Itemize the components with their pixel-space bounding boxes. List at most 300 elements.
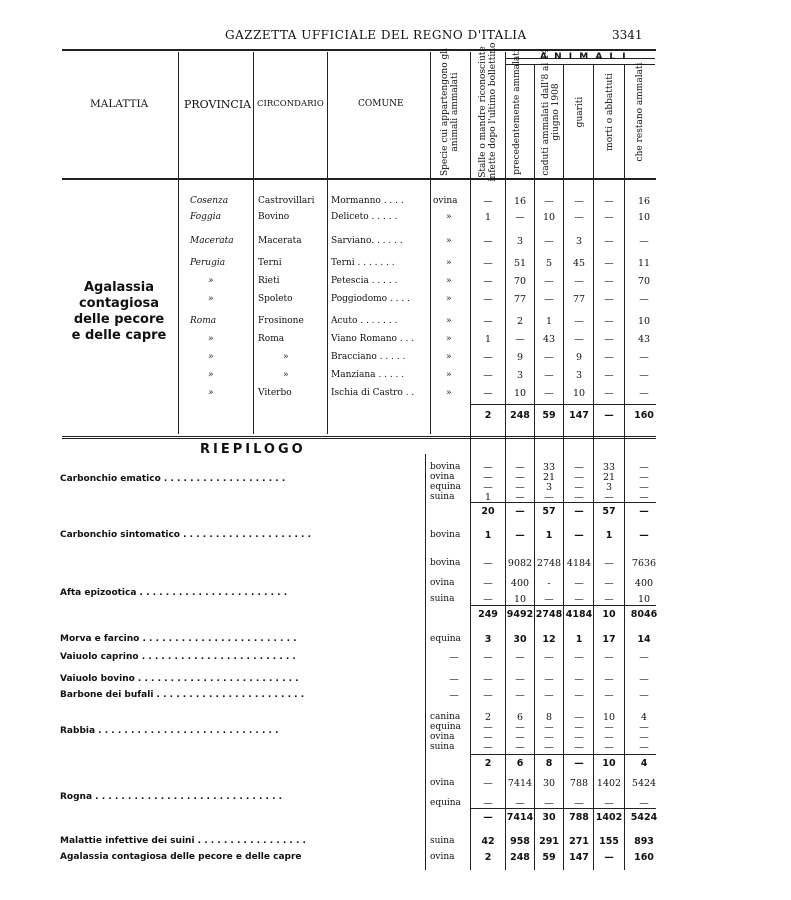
cell-guar: — [574, 472, 584, 483]
cell-empty: — [604, 674, 614, 685]
cell-cad: — [544, 352, 554, 363]
cell-guar: — [574, 722, 584, 733]
cell-rest: — [639, 370, 649, 381]
cell-prec: 51 [513, 258, 527, 269]
comune-cell: Petescia . . . . . [331, 276, 398, 286]
cell-cad: 5 [545, 258, 553, 269]
subtotal-rule [470, 808, 656, 809]
cell-empty: — [515, 652, 525, 663]
cell-prec: — [515, 492, 525, 503]
specie-cell: ovina [430, 472, 455, 482]
cell-empty: — [515, 674, 525, 685]
cell-stalle: 42 [481, 836, 495, 847]
cell-cad: — [544, 236, 554, 247]
cell-prec: 958 [510, 836, 530, 847]
cell-morti: — [604, 236, 614, 247]
cell-guar: 45 [572, 258, 586, 269]
header-rule [62, 178, 656, 180]
col-sep [178, 52, 179, 434]
specie-cell: » [446, 236, 452, 246]
cell-empty: — [639, 690, 649, 701]
col-comune: COMUNE [358, 99, 404, 109]
cell-stalle: 1 [484, 212, 492, 223]
agalassia-label: Agalassia contagiosa delle pecore e delle capre [60, 852, 302, 862]
cell-rest: — [639, 798, 649, 809]
cell-stalle: — [483, 778, 493, 789]
cell-stalle: 1 [484, 530, 492, 541]
provincia-cell: » [208, 388, 214, 398]
cell-morti: — [604, 294, 614, 305]
cell-morti: 17 [602, 634, 616, 645]
cell-guar: — [574, 334, 584, 345]
cell-prec: — [515, 530, 525, 541]
cell-cad: — [544, 294, 554, 305]
riepilogo-title: RIEPILOGO [200, 442, 306, 457]
cell-prec: 6 [516, 758, 524, 769]
cell-guar: — [574, 578, 584, 589]
col-sep [327, 52, 328, 434]
cell-guar: 271 [569, 836, 589, 847]
cell-cad: 10 [542, 212, 556, 223]
cell-prec: — [515, 742, 525, 753]
cell-stalle: — [483, 316, 493, 327]
cell-empty: — [483, 674, 493, 685]
section-rule [62, 436, 656, 439]
cell-empty: — [449, 652, 459, 663]
specie-cell: » [446, 258, 452, 268]
specie-cell: » [446, 294, 452, 304]
specie-cell: » [446, 276, 452, 286]
provincia-cell: » [208, 276, 214, 286]
cell-stalle: 2 [484, 758, 492, 769]
cell-prec: 77 [513, 294, 527, 305]
cell-cad: 30 [542, 812, 556, 823]
cell-morti: 1402 [596, 778, 622, 789]
cell-morti: — [604, 492, 614, 503]
disease-label: Agalassia contagiosa delle pecore e delle capre [71, 280, 167, 343]
cell-rest: — [639, 472, 649, 483]
cell-rest: 8046 [630, 609, 658, 620]
circondario-cell: Bovino [258, 212, 290, 222]
cell-prec: 30 [513, 634, 527, 645]
cell-rest: — [639, 742, 649, 753]
cell-stalle: — [483, 558, 493, 569]
cell-rest: — [639, 236, 649, 247]
cell-rest: — [639, 482, 649, 493]
circondario-cell: Castrovillari [258, 196, 315, 206]
cell-prec: 248 [510, 852, 530, 863]
cell-guar: — [574, 482, 584, 493]
cell-rest: — [639, 294, 649, 305]
cell-stalle: — [483, 370, 493, 381]
cell-rest: 400 [634, 578, 654, 589]
specie-cell: suina [430, 492, 455, 502]
cell-guar: — [574, 712, 584, 723]
cell-cad: — [544, 196, 554, 207]
cell-guar: 4184 [565, 609, 593, 620]
specie-cell: equina [430, 634, 461, 644]
cell-stalle: — [483, 388, 493, 399]
comune-cell: Mormanno . . . . [331, 196, 404, 206]
cell-empty: — [639, 674, 649, 685]
cell-prec: 9 [516, 352, 524, 363]
provincia-cell: Foggia [190, 212, 221, 222]
cell-rest: — [639, 352, 649, 363]
cell-cad: 1 [545, 530, 553, 541]
provincia-cell: Roma [190, 316, 217, 326]
comune-cell: Acuto . . . . . . . [331, 316, 398, 326]
cell-stalle: — [483, 462, 493, 473]
cell-empty: — [574, 690, 584, 701]
cell-guar: 1 [575, 634, 583, 645]
cell-morti: 10 [602, 758, 616, 769]
cell-prec: — [515, 212, 525, 223]
provincia-cell: Perugia [190, 258, 226, 268]
cell-prec: 9082 [507, 558, 533, 569]
specie-cell: ovina [430, 778, 455, 788]
specie-cell: suina [430, 594, 455, 604]
cell-cad: — [544, 594, 554, 605]
cell-cad: 291 [539, 836, 559, 847]
cell-stalle: — [483, 594, 493, 605]
circondario-cell: » [283, 352, 289, 362]
cell-stalle: — [483, 798, 493, 809]
cell-guar: — [574, 594, 584, 605]
cell-stalle: — [483, 236, 493, 247]
specie-cell: » [446, 370, 452, 380]
cell-cad: 1 [545, 316, 553, 327]
cell-cad: — [544, 732, 554, 743]
cell-cad: 57 [542, 506, 556, 517]
subtotal-rule [470, 502, 656, 503]
cell-morti: — [604, 732, 614, 743]
cell-guar: 147 [569, 410, 589, 421]
cell-prec: 248 [510, 410, 530, 421]
cell-rest: — [639, 462, 649, 473]
specie-cell: ovina [430, 578, 455, 588]
cell-guar: 10 [572, 388, 586, 399]
cell-rest: 893 [634, 836, 654, 847]
cell-cad: — [544, 722, 554, 733]
cell-prec: — [515, 472, 525, 483]
cell-prec: 3 [516, 236, 524, 247]
cell-cad: 33 [542, 462, 556, 473]
cell-empty: — [515, 690, 525, 701]
cell-guar: — [574, 316, 584, 327]
cell-empty: — [544, 690, 554, 701]
cell-rest: 7636 [631, 558, 657, 569]
cell-rest: — [639, 722, 649, 733]
cell-stalle: — [483, 722, 493, 733]
circondario-cell: » [283, 370, 289, 380]
cell-rest: 16 [637, 196, 651, 207]
cell-morti: 3 [605, 482, 613, 493]
cell-stalle: 2 [484, 852, 492, 863]
cell-rest: — [639, 506, 649, 517]
page-number: 3341 [612, 28, 643, 42]
barbone-label: Barbone dei bufali . . . . . . . . . . . . . . . . . . . . . . . [60, 690, 305, 700]
cell-guar: 788 [569, 812, 589, 823]
cell-empty: — [449, 690, 459, 701]
cell-rest: 160 [634, 410, 654, 421]
subtotal-rule [470, 754, 656, 755]
cell-cad: 2748 [535, 609, 563, 620]
cell-cad: — [544, 370, 554, 381]
circondario-cell: Roma [258, 334, 285, 344]
cell-prec: — [515, 732, 525, 743]
cell-prec: 3 [516, 370, 524, 381]
cell-rest: 10 [637, 212, 651, 223]
specie-cell: » [446, 212, 452, 222]
cell-stalle: — [483, 196, 493, 207]
cell-stalle: 249 [478, 609, 498, 620]
cell-cad: 3 [545, 482, 553, 493]
circondario-cell: Frosinone [258, 316, 304, 326]
cell-guar: — [574, 530, 584, 541]
cell-stalle: — [483, 578, 493, 589]
cell-morti: — [604, 410, 614, 421]
specie-cell: bovina [430, 462, 461, 472]
cell-stalle: — [483, 258, 493, 269]
col-sep [425, 454, 426, 870]
specie-cell: » [446, 388, 452, 398]
specie-cell: » [446, 352, 452, 362]
cell-guar: — [574, 758, 584, 769]
cell-prec: 10 [513, 388, 527, 399]
provincia-cell: » [208, 334, 214, 344]
col-animali: A N I M A L I [540, 52, 628, 62]
cell-guar: — [574, 506, 584, 517]
cell-prec: 70 [513, 276, 527, 287]
cell-rest: 4 [640, 758, 648, 769]
cell-cad: 8 [545, 758, 553, 769]
cell-stalle: — [483, 812, 493, 823]
cell-morti: 10 [602, 609, 616, 620]
cell-rest: 70 [637, 276, 651, 287]
cell-morti: — [604, 334, 614, 345]
cell-morti: — [604, 578, 614, 589]
cell-cad: 30 [542, 778, 556, 789]
comune-cell: Sarviano. . . . . . [331, 236, 403, 246]
cell-cad: 59 [542, 852, 556, 863]
cell-rest: 11 [637, 258, 651, 269]
cell-stalle: 1 [484, 334, 492, 345]
comune-cell: Bracciano . . . . . [331, 352, 406, 362]
cell-cad: 2748 [536, 558, 562, 569]
provincia-cell: Cosenza [190, 196, 229, 206]
cell-prec: 10 [513, 594, 527, 605]
cell-stalle: — [483, 472, 493, 483]
cell-morti: — [604, 196, 614, 207]
cell-rest: 10 [637, 316, 651, 327]
comune-cell: Ischia di Castro . . [331, 388, 415, 398]
cell-guar: — [574, 212, 584, 223]
cell-guar: — [574, 732, 584, 743]
specie-cell: suina [430, 742, 455, 752]
cell-prec: — [515, 798, 525, 809]
cell-rest: 160 [634, 852, 654, 863]
cell-rest: 5424 [631, 778, 657, 789]
comune-cell: Manziana . . . . . [331, 370, 405, 380]
cell-cad: 12 [542, 634, 556, 645]
comune-cell: Poggiodomo . . . . [331, 294, 410, 304]
cell-empty: — [574, 652, 584, 663]
cell-morti: — [604, 852, 614, 863]
cell-stalle: 2 [484, 410, 492, 421]
cell-empty: — [449, 674, 459, 685]
subtotal-rule [470, 605, 656, 606]
cell-guar: — [574, 276, 584, 287]
circondario-cell: Terni [258, 258, 282, 268]
cell-morti: 1 [605, 530, 613, 541]
vaiuolo_caprino-label: Vaiuolo caprino . . . . . . . . . . . . . . . . . . . . . . . . [60, 652, 296, 662]
cell-cad: 8 [545, 712, 553, 723]
col-sep [593, 64, 594, 870]
cell-morti: — [604, 388, 614, 399]
specie-cell: ovina [433, 196, 458, 206]
cell-empty: — [574, 674, 584, 685]
provincia-cell: » [208, 294, 214, 304]
specie-cell: bovina [430, 530, 461, 540]
cell-morti: 21 [602, 472, 616, 483]
morva-label: Morva e farcino . . . . . . . . . . . . . . . . . . . . . . . . [60, 634, 297, 644]
cell-cad: 43 [542, 334, 556, 345]
cell-prec: 16 [513, 196, 527, 207]
cell-prec: 6 [516, 712, 524, 723]
specie-cell: ovina [430, 732, 455, 742]
vaiuolo_bovino-label: Vaiuolo bovino . . . . . . . . . . . . . . . . . . . . . . . . . [60, 674, 299, 684]
cell-stalle: 1 [484, 492, 492, 503]
cell-guar: 3 [575, 370, 583, 381]
specie-cell: bovina [430, 558, 461, 568]
cell-empty: — [639, 652, 649, 663]
cell-morti: 57 [602, 506, 616, 517]
cell-morti: — [604, 594, 614, 605]
cell-prec: 7414 [507, 778, 533, 789]
cell-rest: 5424 [630, 812, 658, 823]
cell-cad: — [544, 798, 554, 809]
cell-morti: 1402 [595, 812, 623, 823]
cell-guar: 147 [569, 852, 589, 863]
cell-prec: — [515, 482, 525, 493]
cell-cad: — [544, 492, 554, 503]
cell-cad: 59 [542, 410, 556, 421]
carbonchio_sintomatico-label: Carbonchio sintomatico . . . . . . . . . . . . . . . . . . . . [60, 530, 312, 540]
afta-label: Afta epizootica . . . . . . . . . . . . . . . . . . . . . . . [60, 588, 288, 598]
circondario-cell: Spoleto [258, 294, 293, 304]
specie-cell: equina [430, 482, 461, 492]
specie-cell: ovina [430, 852, 455, 862]
cell-rest: 4 [640, 712, 648, 723]
cell-stalle: 2 [484, 712, 492, 723]
comune-cell: Deliceto . . . . . [331, 212, 398, 222]
cell-empty: — [604, 690, 614, 701]
comune-cell: Viano Romano . . . [331, 334, 415, 344]
cell-prec: 2 [516, 316, 524, 327]
total-rule [470, 404, 656, 405]
cell-guar: 77 [572, 294, 586, 305]
cell-rest: — [639, 530, 649, 541]
specie-cell: canina [430, 712, 461, 722]
cell-morti: 155 [599, 836, 619, 847]
cell-morti: — [604, 722, 614, 733]
cell-stalle: — [483, 294, 493, 305]
col-sep [624, 64, 625, 870]
cell-prec: 7414 [506, 812, 534, 823]
cell-morti: — [604, 370, 614, 381]
gazette-title: GAZZETTA UFFICIALE DEL REGNO D'ITALIA [225, 28, 527, 42]
col-malattia: MALATTIA [90, 98, 149, 110]
cell-rest: 43 [637, 334, 651, 345]
cell-stalle: 3 [484, 634, 492, 645]
cell-guar: 9 [575, 352, 583, 363]
cell-guar: — [574, 742, 584, 753]
cell-morti: 10 [602, 712, 616, 723]
cell-rest: 10 [637, 594, 651, 605]
col-circondario: CIRCONDARIO [257, 99, 324, 109]
comune-cell: Terni . . . . . . . [331, 258, 395, 268]
cell-cad: 21 [542, 472, 556, 483]
rogna-label: Rogna . . . . . . . . . . . . . . . . . . . . . . . . . . . . . [60, 792, 283, 802]
specie-cell: equina [430, 722, 461, 732]
cell-empty: — [483, 652, 493, 663]
cell-stalle: — [483, 732, 493, 743]
cell-empty: — [604, 652, 614, 663]
cell-stalle: — [483, 276, 493, 287]
specie-cell: equina [430, 798, 461, 808]
specie-cell: suina [430, 836, 455, 846]
specie-cell: » [446, 316, 452, 326]
cell-empty: — [544, 652, 554, 663]
cell-cad: — [544, 388, 554, 399]
cell-morti: — [604, 558, 614, 569]
cell-rest: — [639, 388, 649, 399]
cell-guar: 4184 [566, 558, 592, 569]
cell-rest: 14 [637, 634, 651, 645]
specie-cell: » [446, 334, 452, 344]
col-sep [253, 52, 254, 434]
cell-prec: 400 [510, 578, 530, 589]
cell-cad: — [544, 742, 554, 753]
cell-morti: — [604, 258, 614, 269]
col-provincia: PROVINCIA [184, 98, 252, 111]
cell-prec: — [515, 334, 525, 345]
cell-morti: — [604, 316, 614, 327]
cell-stalle: — [483, 352, 493, 363]
cell-guar: 788 [569, 778, 589, 789]
cell-stalle: 20 [481, 506, 495, 517]
cell-guar: — [574, 196, 584, 207]
cell-empty: — [544, 674, 554, 685]
rabbia-label: Rabbia . . . . . . . . . . . . . . . . . . . . . . . . . . . . [60, 726, 279, 736]
col-sep [430, 52, 431, 434]
cell-morti: — [604, 798, 614, 809]
cell-guar: — [574, 492, 584, 503]
cell-prec: — [515, 506, 525, 517]
top-rule [62, 49, 656, 51]
cell-stalle: — [483, 742, 493, 753]
provincia-cell: Macerata [190, 236, 234, 246]
cell-morti: 33 [602, 462, 616, 473]
cell-morti: — [604, 212, 614, 223]
cell-rest: — [639, 732, 649, 743]
cell-morti: — [604, 352, 614, 363]
cell-prec: 9492 [506, 609, 534, 620]
cell-guar: — [574, 798, 584, 809]
col-sep [470, 52, 471, 870]
cell-cad: — [544, 276, 554, 287]
circondario-cell: Rieti [258, 276, 280, 286]
